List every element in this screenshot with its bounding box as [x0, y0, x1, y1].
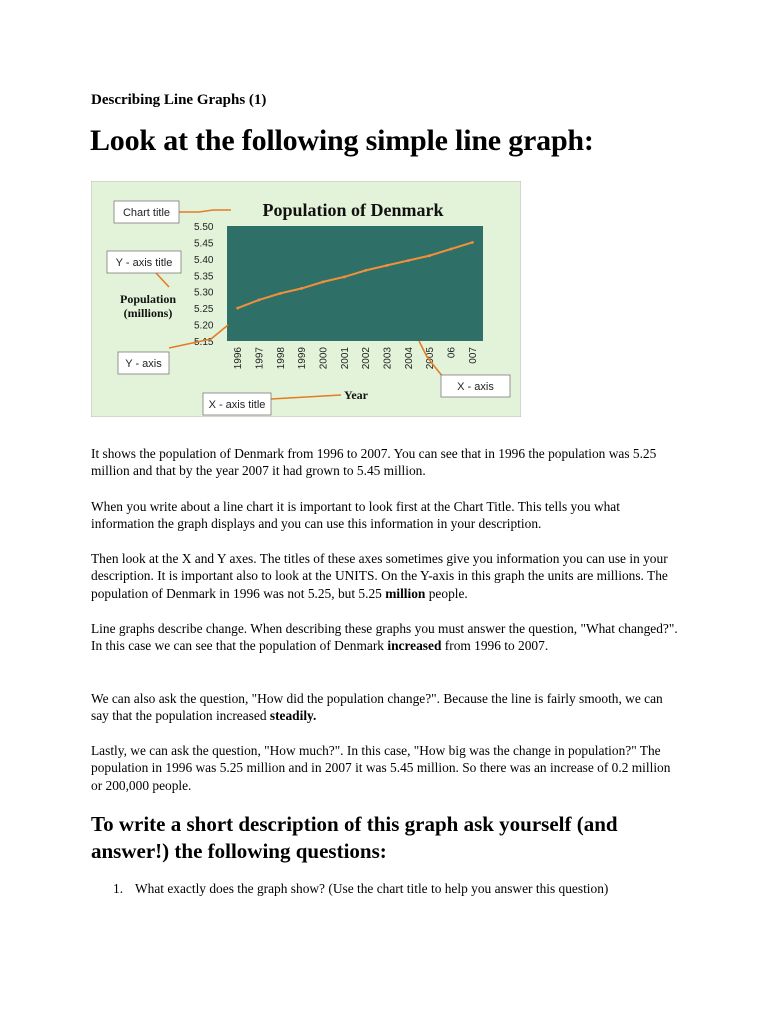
x-axis-title: Year [344, 388, 368, 402]
document-kicker: Describing Line Graphs (1) [91, 92, 267, 108]
emphasis-text: increased [387, 638, 442, 654]
page-heading: Look at the following simple line graph: [90, 124, 594, 157]
paragraph-text: from 1996 to 2007. [441, 638, 549, 654]
data-point [236, 307, 239, 310]
emphasis-text: steadily. [269, 708, 317, 724]
x-tick-label: 1998 [275, 347, 287, 370]
chart-title: Population of Denmark [262, 200, 444, 220]
plot-area [227, 226, 483, 341]
data-point [343, 276, 346, 279]
paragraph-text: It shows the population of Denmark from 1996 to 2007. You can see that in 1996 the population was 5.25 million and that by the year 2007 it had grown to 5.45 million. [91, 446, 657, 479]
data-point [279, 292, 282, 295]
paragraph-text: Then look at the X and Y axes. The titles of these axes sometimes give you information you can use in your description. It is important also to look at the UNITS. On the Y-axis in this graph the units are millions. The population of Denmark in 1996 was not 5.25, but 5.25 [91, 551, 668, 601]
y-tick-label: 5.40 [194, 254, 214, 266]
list-item [91, 880, 691, 897]
line-chart [91, 181, 521, 417]
y-tick-label: 5.30 [194, 287, 214, 299]
paragraph-text: Line graphs describe change. When describing these graphs you must answer the question, "What changed?". In this case we can see that the population of Denmark [91, 621, 678, 654]
y-tick-label: 5.50 [194, 222, 214, 233]
paragraph [91, 445, 679, 480]
data-point [471, 241, 474, 244]
x-tick-label: 2000 [318, 347, 330, 370]
y-tick-label: 5.20 [194, 320, 214, 332]
data-point [407, 259, 410, 262]
x-tick-label: 2002 [361, 347, 373, 370]
x-axis-title-callout-label: X - axis title [208, 399, 266, 411]
x-axis-callout-label: X - axis [457, 381, 494, 393]
y-axis-callout-label: Y - axis [125, 358, 162, 370]
y-axis-title: (millions) [123, 306, 173, 320]
paragraph [91, 498, 679, 533]
paragraph-text: Lastly, we can ask the question, "How much?". In this case, "How big was the change in population?" The population in 1996 was 5.25 million and in 2007 it was 5.45 million. So there was an increase of 0.2 million or 200,000 people. [91, 743, 671, 793]
paragraph [91, 620, 679, 655]
y-axis-title: Population [119, 292, 177, 306]
x-tick-label: 1997 [254, 347, 266, 370]
y-tick-label: 5.45 [194, 238, 214, 250]
x-tick-label: 2003 [382, 347, 394, 370]
x-tick-label: 06 [446, 347, 458, 359]
x-tick-label: 007 [467, 347, 479, 364]
list-item-number: 1. [113, 881, 124, 896]
data-point [300, 287, 303, 290]
paragraph-text: When you write about a line chart it is important to look first at the Chart Title. This tells you what information the graph displays and you can use this information in your description. [91, 499, 620, 532]
chart-title-callout-label: Chart title [122, 207, 171, 219]
x-tick-label: 2004 [403, 347, 415, 370]
list-item-text: What exactly does the graph show? (Use the chart title to help you answer this question) [135, 881, 609, 896]
y-tick-label: 5.15 [194, 337, 214, 348]
data-point [258, 299, 261, 302]
paragraph [91, 550, 679, 602]
section-heading: To write a short description of this graph ask yourself (and answer!) the following questions: [91, 812, 618, 863]
emphasis-text: million [385, 585, 426, 601]
y-axis-title-callout-label: Y - axis title [115, 257, 173, 269]
data-point [322, 280, 325, 283]
y-tick-label: 5.25 [194, 304, 214, 316]
x-tick-label: 2005 [425, 347, 437, 370]
x-tick-label: 1996 [233, 347, 245, 370]
data-point [364, 269, 367, 272]
paragraph-text: We can also ask the question, "How did the population change?". Because the line is fairly smooth, we can say that the population increased [91, 691, 663, 724]
paragraph [91, 690, 679, 725]
chart-figure [91, 181, 521, 417]
data-point [450, 248, 453, 251]
x-tick-label: 2001 [339, 347, 351, 370]
question-list [91, 880, 691, 897]
paragraph-text: people. [425, 585, 468, 601]
data-point [428, 254, 431, 257]
paragraph [91, 742, 679, 794]
x-tick-label: 1999 [297, 347, 309, 370]
data-point [386, 264, 389, 267]
y-tick-label: 5.35 [194, 271, 214, 283]
